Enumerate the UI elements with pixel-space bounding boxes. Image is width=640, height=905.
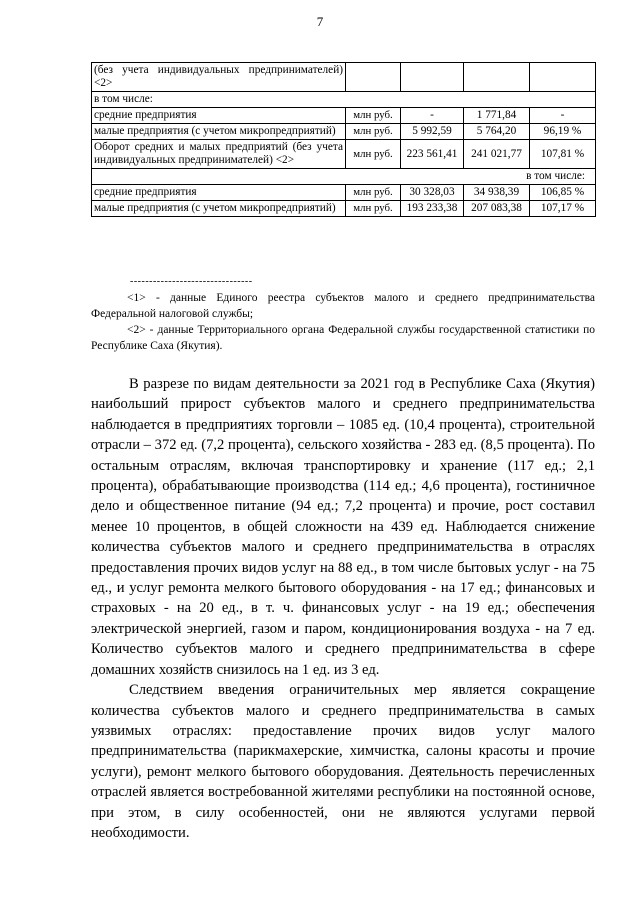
row-value-prev: 5 992,59 [401,124,464,140]
row-unit: млн руб. [346,185,401,201]
table-row [92,140,596,169]
table-row [92,63,596,92]
footnotes [91,290,595,354]
table-row [92,201,596,217]
table-row [92,185,596,201]
row-label: (без учета индивидуальных предпринимателей) <2> [92,63,346,92]
row-value-percent: 96,19 % [530,124,596,140]
row-unit: млн руб. [346,140,401,169]
footnote-1: <1> - данные Единого реестра субъектов малого и среднего предпринимательства Федеральной налоговой службы; [91,292,595,320]
table-row [92,169,596,185]
row-label: малые предприятия (с учетом микропредприятий) [92,124,346,140]
row-label: средние предприятия [92,108,346,124]
footnote-separator: -------------------------------- [130,276,253,287]
paragraph-restrictions-effect: Следствием введения ограничительных мер является сокращение количества субъектов малого и среднего предпринимательства в самых уязвимых отраслях: предоставление прочих видов услуг малого предпринимательства (парикмахерские, химчистка, салоны красоты и прочие услуги), ремонт мелкого бытового оборудования. Деятельность перечисленных отраслей является востребованной жителями республики на постоянной основе, при этом, в силу особенностей, они не являются услугами первой необходимости. [91,682,595,841]
page-number: 7 [316,14,324,29]
row-label: Оборот средних и малых предприятий (без учета индивидуальных предпринимателей) <2> [92,140,346,169]
row-value-prev: 193 233,38 [401,201,464,217]
body-text [91,374,595,843]
row-value-prev: 30 328,03 [401,185,464,201]
row-value-percent: 106,85 % [530,185,596,201]
row-label: средние предприятия [92,185,346,201]
statistics-table [91,62,596,217]
table-row [92,92,596,108]
row-value-prev: 223 561,41 [401,140,464,169]
row-value-curr: 241 021,77 [464,140,530,169]
row-value-curr: 1 771,84 [464,108,530,124]
row-value-percent [530,63,596,92]
row-subheader: в том числе: [92,169,596,185]
row-unit [346,63,401,92]
row-subheader: в том числе: [92,92,596,108]
row-unit: млн руб. [346,124,401,140]
row-value-percent: 107,81 % [530,140,596,169]
footnote-2: <2> - данные Территориального органа Федеральной службы государственной статистики по Республике Саха (Якутия). [91,324,595,352]
row-unit: млн руб. [346,108,401,124]
paragraph-activity-breakdown: В разрезе по видам деятельности за 2021 год в Республике Саха (Якутия) наибольший прирост субъектов малого и среднего предпринимательства наблюдается в предприятиях торговли – 1085 ед. (10,4 процента), строительной отрасли – 372 ед. (7,2 процента), сельского хозяйства - 283 ед. (8,5 процента). По остальным отраслям, включая транспортировку и хранение (117 ед.; 2,1 процента), обрабатывающие производства (114 ед.; 4,6 процента), гостиничное дело и общественное питание (94 ед.; 7,2 процента) и прочие, рост составил менее 10 процентов, в общей сложности на 439 ед. Наблюдается снижение количества субъектов малого и среднего предпринимательства в отраслях предоставления прочих видов услуг на 88 ед., в том числе бытовых услуг - на 75 ед., и услуг ремонта мелкого бытового оборудования - на 17 ед.; финансовых и страховых - на 20 ед., в т. ч. финансовых услуг - на 19 ед.; обеспечения электрической энергией, газом и паром, кондиционирования воздуха - на 7 ед. Количество субъектов малого и среднего предпринимательства в сфере домашних хозяйств снизилось на 1 ед. из 3 ед. [91,376,595,678]
row-value-percent: 107,17 % [530,201,596,217]
row-value-prev: - [401,108,464,124]
row-value-prev [401,63,464,92]
row-value-curr [464,63,530,92]
table-row [92,124,596,140]
row-unit: млн руб. [346,201,401,217]
row-value-curr: 34 938,39 [464,185,530,201]
row-value-curr: 5 764,20 [464,124,530,140]
row-value-curr: 207 083,38 [464,201,530,217]
row-label: малые предприятия (с учетом микропредприятий) [92,201,346,217]
row-value-percent: - [530,108,596,124]
table-row [92,108,596,124]
